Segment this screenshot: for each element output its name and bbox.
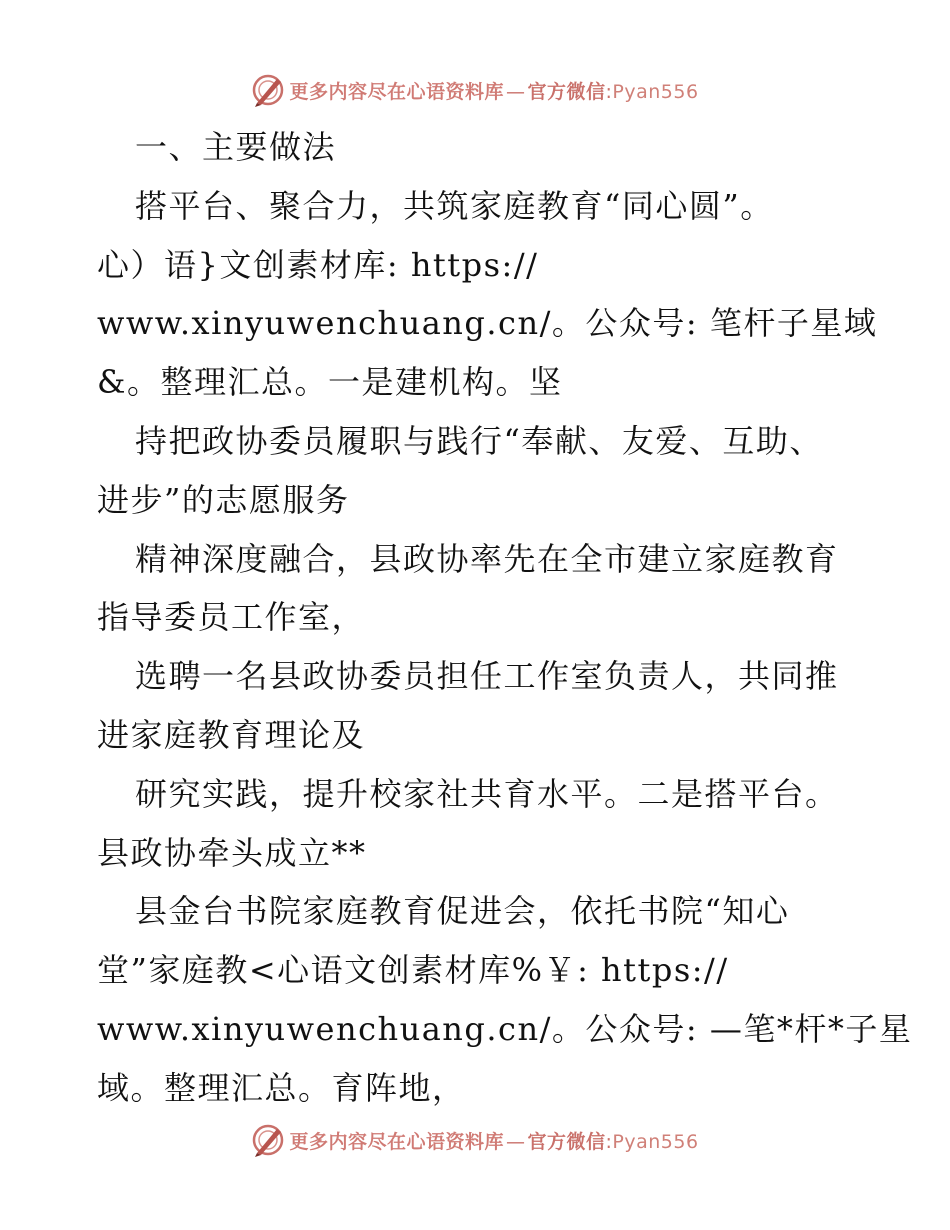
text-line: 持把政协委员履职与践行“奉献、友爱、互助、: [135, 421, 823, 460]
text-line: 县政协牵头成立**: [97, 833, 367, 872]
text-line: 一、主要做法: [135, 128, 337, 166]
header-banner: [0, 70, 950, 110]
text-line: 精神深度融合，县政协率先在全市建立家庭教育: [135, 539, 839, 578]
footer-banner: [0, 1120, 950, 1160]
banner-brand: 更多内容尽在心语资料库: [289, 80, 504, 103]
text-line: 研究实践，提升校家社共育水平。二是搭平台。: [135, 774, 839, 813]
banner-separator: :: [605, 80, 613, 103]
pen-logo-icon: [251, 1123, 285, 1157]
document-body: [97, 118, 913, 1118]
text-line: 搭平台、聚合力，共筑家庭教育“同心圆”。: [135, 186, 774, 225]
text-line: www.xinyuwenchuang.cn/。公众号: —笔*杆*子星: [97, 1009, 913, 1048]
text-line: 县金台书院家庭教育促进会，依托书院“知心: [135, 892, 790, 931]
pen-logo-icon: [251, 73, 285, 107]
banner-dash: —: [505, 1130, 526, 1153]
banner-wechat-id: Pyan556: [612, 80, 699, 103]
banner-separator: :: [605, 1130, 613, 1153]
banner-wechat-label: 官方微信: [527, 80, 606, 103]
text-line: 进步”的志愿服务: [97, 480, 350, 519]
text-line: &。整理汇总。一是建机构。坚: [97, 363, 563, 402]
text-line: 堂”家庭教<心语文创素材库%￥: https://: [97, 951, 729, 990]
banner-wechat-id: Pyan556: [612, 1130, 699, 1153]
text-line: 心）语}文创素材库: https://: [97, 245, 539, 284]
banner-brand: 更多内容尽在心语资料库: [289, 1130, 504, 1153]
banner-text: [289, 77, 698, 104]
text-line: 域。整理汇总。育阵地，: [97, 1068, 466, 1107]
text-line: www.xinyuwenchuang.cn/。公众号: 笔杆子星域: [97, 304, 878, 343]
banner-dash: —: [505, 80, 526, 103]
text-line: 指导委员工作室，: [97, 598, 366, 637]
banner-wechat-label: 官方微信: [527, 1130, 606, 1153]
text-line: 进家庭教育理论及: [97, 715, 366, 754]
text-line: 选聘一名县政协委员担任工作室负责人，共同推: [135, 657, 839, 696]
banner-text: [289, 1127, 698, 1154]
